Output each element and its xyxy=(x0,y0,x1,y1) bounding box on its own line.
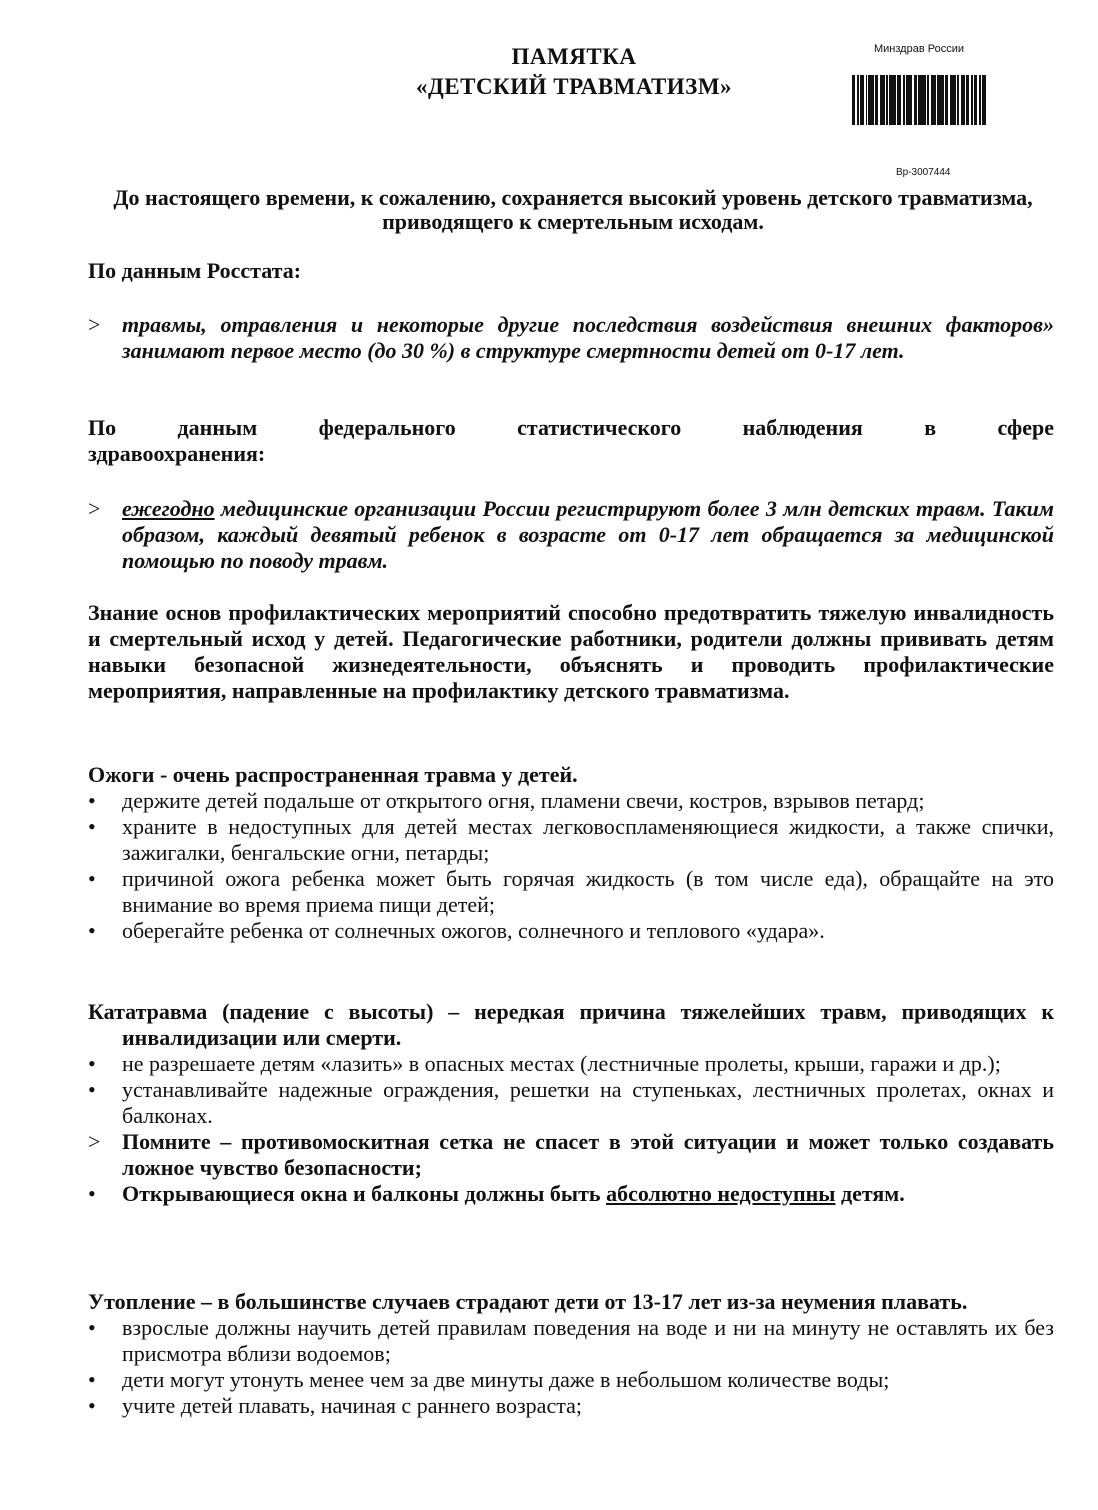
stamp-code: Вр-3007444 xyxy=(896,167,951,178)
list-item xyxy=(88,1393,1054,1419)
list-item-text: не разрешаете детям «лазить» в опасных местах (лестничные пролеты, крыши, гаражи и др.); xyxy=(122,1051,1001,1076)
arrow-marker: > xyxy=(88,496,101,521)
windows-text-start: Открывающиеся окна и балконы должны быть xyxy=(122,1181,607,1206)
burns-heading: Ожоги - очень распространенная травма у детей. xyxy=(88,762,578,787)
title-line-1: ПАМЯТКА xyxy=(511,44,637,69)
intro-statement: До настоящего времени, к сожалению, сохраняется высокий уровень детского травматизма, приводящего к смертельным исходам. xyxy=(113,185,1033,234)
rosstat-list xyxy=(88,312,1054,364)
bullet-marker: • xyxy=(88,866,96,891)
list-item xyxy=(88,1367,1054,1393)
falls-list xyxy=(88,1051,1054,1207)
fed-stat-heading-line1: По данным федерального статистического наблюдения в сфере xyxy=(88,415,1054,440)
title-line-2: «ДЕТСКИЙ ТРАВМАТИЗМ» xyxy=(415,74,733,99)
prevention-paragraph: Знание основ профилактических мероприятий способно предотвратить тяжелую инвалидность и смертельный исход у детей. Педагогические работники, родители должны прививать детям навыки безопасной жизнедеятельности, объяснять и проводить профилактические мероприятия, направленные на профилактику детского травматизма. xyxy=(88,600,1054,703)
warning-text: Помните – противомоскитная сетка не спасет в этой ситуации и может только создавать ложное чувство безопасности; xyxy=(122,1129,1054,1180)
section-drowning xyxy=(88,1289,1054,1419)
fed-stat-item xyxy=(88,496,1054,574)
bullet-marker: • xyxy=(88,1315,96,1340)
bullet-marker: • xyxy=(88,1077,96,1102)
windows-text-end: детям. xyxy=(835,1181,905,1206)
bullet-marker: • xyxy=(88,788,96,813)
list-item xyxy=(88,866,1054,918)
rosstat-item xyxy=(88,312,1054,364)
section-rosstat xyxy=(88,258,1054,284)
list-item xyxy=(88,1077,1054,1129)
arrow-marker: > xyxy=(88,1129,101,1154)
windows-text-underlined: абсолютно недоступны xyxy=(606,1181,836,1206)
fed-stat-item-underlined: ежегодно xyxy=(122,496,215,521)
fed-stat-item-text: медицинские организации России регистрируют более 3 млн детских травм. Таким образом, каждый девятый ребенок в возрасте от 0-17 лет обращается за медицинской помощью по поводу травм. xyxy=(122,496,1054,573)
bullet-marker: • xyxy=(88,918,96,943)
list-item xyxy=(88,1051,1054,1077)
list-item-text: причиной ожога ребенка может быть горячая жидкость (в том числе еда), обращайте на это внимание во время приема пищи детей; xyxy=(122,866,1054,917)
section-fed-stat xyxy=(88,415,1054,467)
section-falls xyxy=(88,999,1054,1207)
list-item xyxy=(88,788,1054,814)
drowning-list xyxy=(88,1315,1054,1419)
fed-stat-list xyxy=(88,496,1054,574)
list-item-text: устанавливайте надежные ограждения, решетки на ступеньках, лестничных пролетах, окнах и балконах. xyxy=(122,1077,1054,1128)
bullet-marker: • xyxy=(88,1181,96,1206)
arrow-marker: > xyxy=(88,312,101,337)
rosstat-item-text: травмы, отравления и некоторые другие последствия воздействия внешних факторов» занимают первое место (до 30 %) в структуре смертности детей от 0-17 лет. xyxy=(122,312,1054,363)
bullet-marker: • xyxy=(88,1051,96,1076)
barcode-image xyxy=(852,75,1010,125)
list-item xyxy=(88,1315,1054,1367)
bullet-marker: • xyxy=(88,814,96,839)
list-item-text: храните в недоступных для детей местах легковоспламеняющиеся жидкости, а также спички, зажигалки, бенгальские огни, петарды; xyxy=(122,814,1054,865)
bullet-marker: • xyxy=(88,1367,96,1392)
list-item-text: учите детей плавать, начиная с раннего возраста; xyxy=(122,1393,582,1418)
list-item-text: взрослые должны научить детей правилам поведения на воде и ни на минуту не оставлять их без присмотра вблизи водоемов; xyxy=(122,1315,1054,1366)
falls-heading: Кататравма (падение с высоты) – нередкая причина тяжелейших травм, приводящих к инвалидизации или смерти. xyxy=(88,999,1054,1050)
list-item-text: дети могут утонуть менее чем за две минуты даже в небольшом количестве воды; xyxy=(122,1367,890,1392)
list-item-warning xyxy=(88,1129,1054,1181)
list-item-windows xyxy=(88,1181,1054,1207)
list-item-text: оберегайте ребенка от солнечных ожогов, солнечного и теплового «удара». xyxy=(122,918,825,943)
drowning-heading: Утопление – в большинстве случаев страдают дети от 13-17 лет из-за неумения плавать. xyxy=(88,1289,968,1314)
fed-stat-heading-line2: здравоохранения: xyxy=(88,441,266,466)
rosstat-heading: По данным Росстата: xyxy=(88,258,302,283)
list-item xyxy=(88,814,1054,866)
registration-stamp xyxy=(852,43,1012,178)
list-item-text: держите детей подальше от открытого огня, пламени свечи, костров, взрывов петард; xyxy=(122,788,925,813)
list-item xyxy=(88,918,1054,944)
stamp-organization: Минздрав России xyxy=(874,43,964,55)
burns-list xyxy=(88,788,1054,944)
section-burns xyxy=(88,762,1054,944)
bullet-marker: • xyxy=(88,1393,96,1418)
